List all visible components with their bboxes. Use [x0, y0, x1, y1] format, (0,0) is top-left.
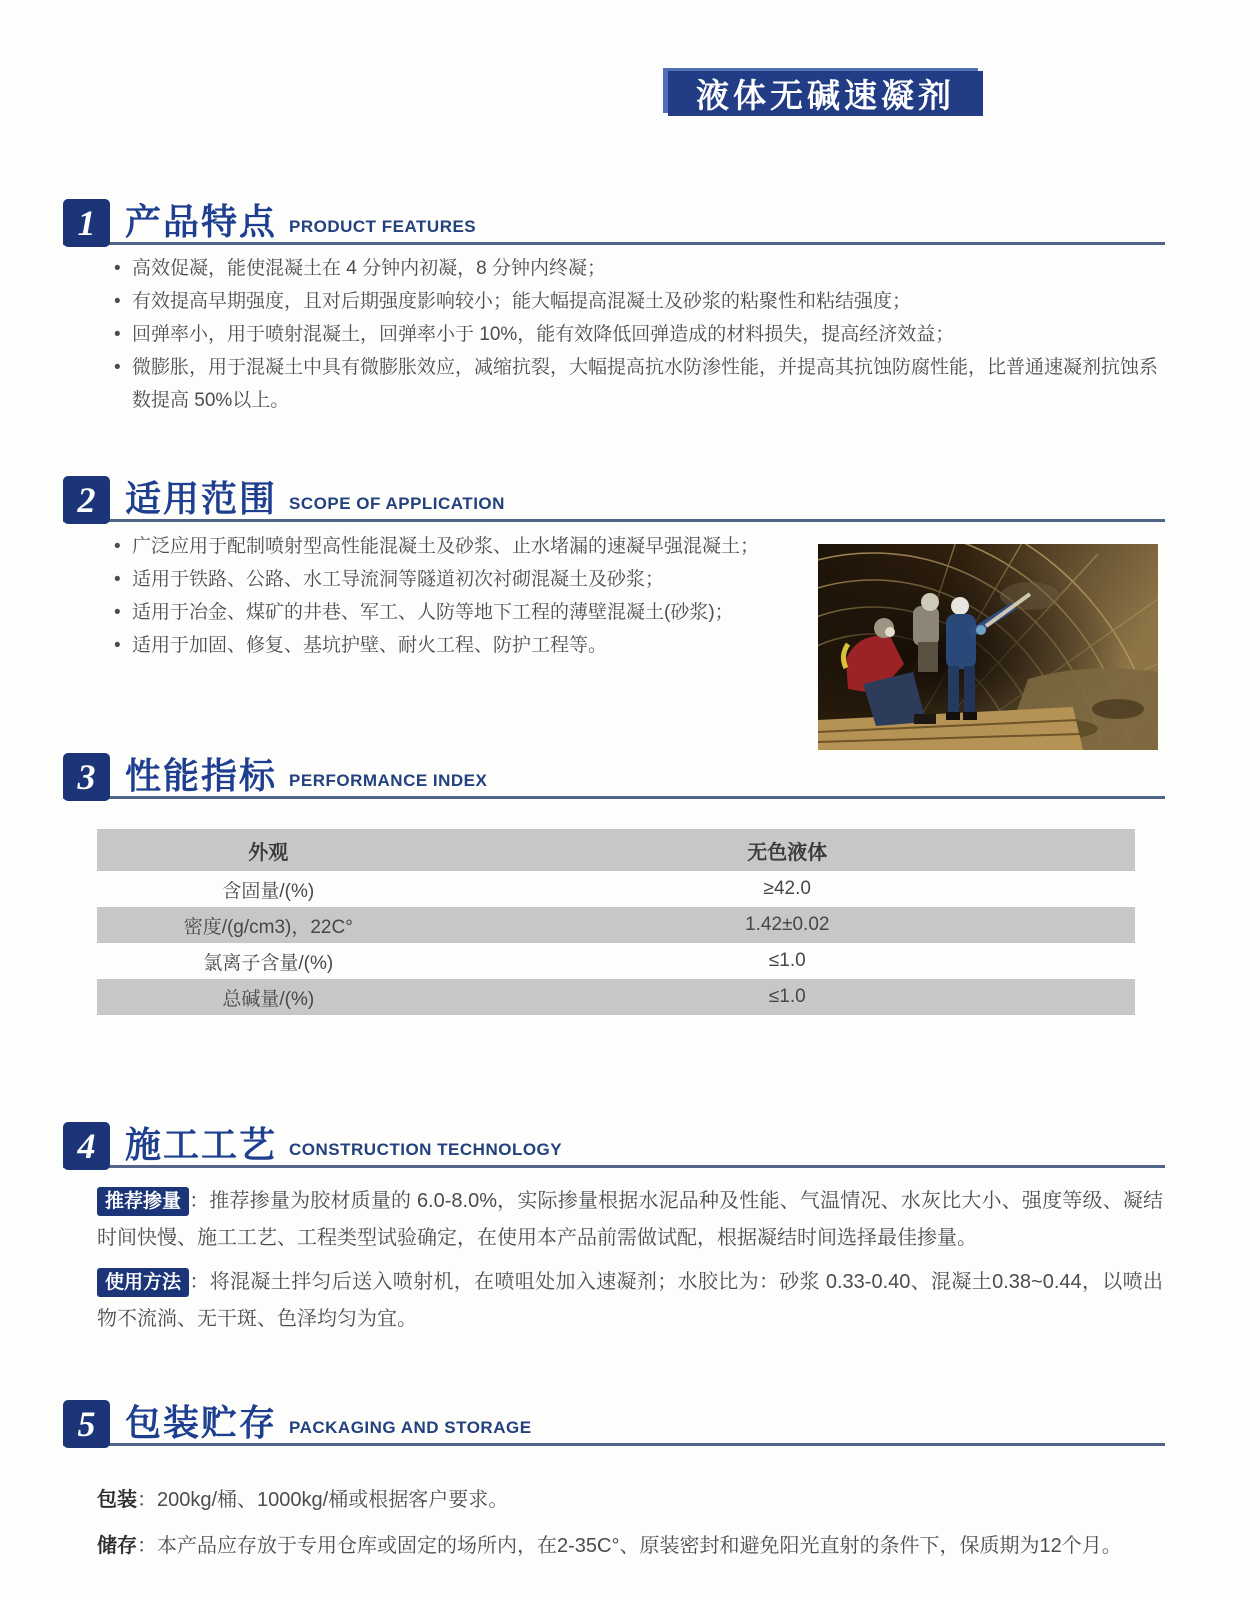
packaging-storage-body	[97, 1484, 1182, 1576]
table-row	[97, 829, 1135, 871]
table-cell-value: ≤1.0	[768, 986, 806, 1007]
section-2-header	[63, 473, 1165, 522]
performance-table	[97, 829, 1135, 1015]
usage-paragraph	[97, 1264, 1163, 1338]
list-item: • 适用于冶金、煤矿的井巷、军工、人防等地下工程的薄壁混凝土(砂浆)；	[112, 596, 812, 629]
section-1-title-zh: 产品特点	[125, 201, 278, 242]
usage-text: ：将混凝土拌匀后送入喷射机，在喷咀处加入速凝剂；水胶比为：砂浆 0.33-0.40、混凝土0.38~0.44，以喷出物不流淌、无干斑、色泽均匀为宜。	[97, 1271, 1163, 1330]
section-2-number-badge: 2	[63, 476, 110, 524]
table-cell-label: 总碱量/(%)	[222, 988, 315, 1010]
section-1-number-badge: 1	[63, 199, 110, 247]
list-item: • 回弹率小，用于喷射混凝土，回弹率小于 10%，能有效降低回弹造成的材料损失，提高经济效益；	[112, 318, 1168, 351]
packaging-label: 包装	[97, 1489, 137, 1511]
table-row	[97, 943, 1135, 979]
product-features-list	[112, 252, 1168, 417]
application-scope-list	[112, 530, 812, 662]
section-2-title-zh: 适用范围	[125, 478, 278, 519]
table-cell-value: 无色液体	[747, 841, 828, 864]
section-1-header	[63, 196, 1165, 245]
storage-line	[97, 1530, 1182, 1563]
table-cell-value: ≥42.0	[763, 878, 811, 899]
packaging-line	[97, 1484, 1182, 1517]
table-cell-label: 密度/(g/cm3)，22C°	[183, 916, 353, 938]
section-4-title-zh: 施工工艺	[125, 1124, 278, 1165]
storage-label: 储存	[97, 1535, 137, 1557]
table-cell-value: ≤1.0	[768, 950, 806, 971]
dosage-paragraph	[97, 1183, 1163, 1257]
section-5-header	[63, 1397, 1165, 1446]
page-title: 液体无碱速凝剂	[668, 71, 983, 116]
tunnel-shotcrete-photo	[818, 544, 1158, 750]
section-4-title-en: CONSTRUCTION TECHNOLOGY	[289, 1140, 563, 1159]
list-item: • 适用于铁路、公路、水工导流洞等隧道初次衬砌混凝土及砂浆；	[112, 563, 812, 596]
usage-badge: 使用方法	[97, 1268, 189, 1297]
packaging-text: ：200kg/桶、1000kg/桶或根据客户要求。	[137, 1489, 509, 1511]
table-cell-label: 外观	[248, 841, 289, 864]
list-item: • 高效促凝，能使混凝土在 4 分钟内初凝，8 分钟内终凝；	[112, 252, 1168, 285]
section-2-title-en: SCOPE OF APPLICATION	[289, 494, 505, 513]
list-item: • 有效提高早期强度，且对后期强度影响较小；能大幅提高混凝土及砂浆的粘聚性和粘结强度；	[112, 285, 1168, 318]
section-3-title-zh: 性能指标	[125, 755, 278, 796]
table-row	[97, 979, 1135, 1015]
section-5-title-en: PACKAGING AND STORAGE	[289, 1418, 532, 1437]
section-5-title-zh: 包装贮存	[125, 1402, 278, 1443]
table-row	[97, 871, 1135, 907]
section-3-header	[63, 750, 1165, 799]
dosage-text: ：推荐掺量为胶材质量的 6.0-8.0%，实际掺量根据水泥品种及性能、气温情况、水灰比大小、强度等级、凝结时间快慢、施工工艺、工程类型试验确定，在使用本产品前需做试配，根据凝结时间选择最佳掺量。	[97, 1190, 1163, 1249]
section-4-header	[63, 1119, 1165, 1168]
table-row	[97, 907, 1135, 943]
list-item: • 广泛应用于配制喷射型高性能混凝土及砂浆、止水堵漏的速凝早强混凝土；	[112, 530, 812, 563]
table-cell-label: 氯离子含量/(%)	[203, 952, 334, 974]
storage-text: ：本产品应存放于专用仓库或固定的场所内，在2-35C°、原装密封和避免阳光直射的条件下，保质期为12个月。	[137, 1535, 1122, 1557]
list-item: • 适用于加固、修复、基坑护壁、耐火工程、防护工程等。	[112, 629, 812, 662]
table-cell-value: 1.42±0.02	[745, 914, 830, 935]
section-1-title-en: PRODUCT FEATURES	[289, 217, 477, 236]
section-5-number-badge: 5	[63, 1400, 110, 1448]
section-3-title-en: PERFORMANCE INDEX	[289, 771, 488, 790]
construction-technology-body	[97, 1183, 1163, 1345]
table-cell-label: 含固量/(%)	[222, 880, 315, 902]
dosage-badge: 推荐掺量	[97, 1187, 189, 1216]
list-item: • 微膨胀，用于混凝土中具有微膨胀效应，减缩抗裂，大幅提高抗水防渗性能，并提高其抗蚀防腐性能，比普通速凝剂抗蚀系数提高 50%以上。	[112, 351, 1168, 417]
section-3-number-badge: 3	[63, 753, 110, 801]
section-4-number-badge: 4	[63, 1122, 110, 1170]
